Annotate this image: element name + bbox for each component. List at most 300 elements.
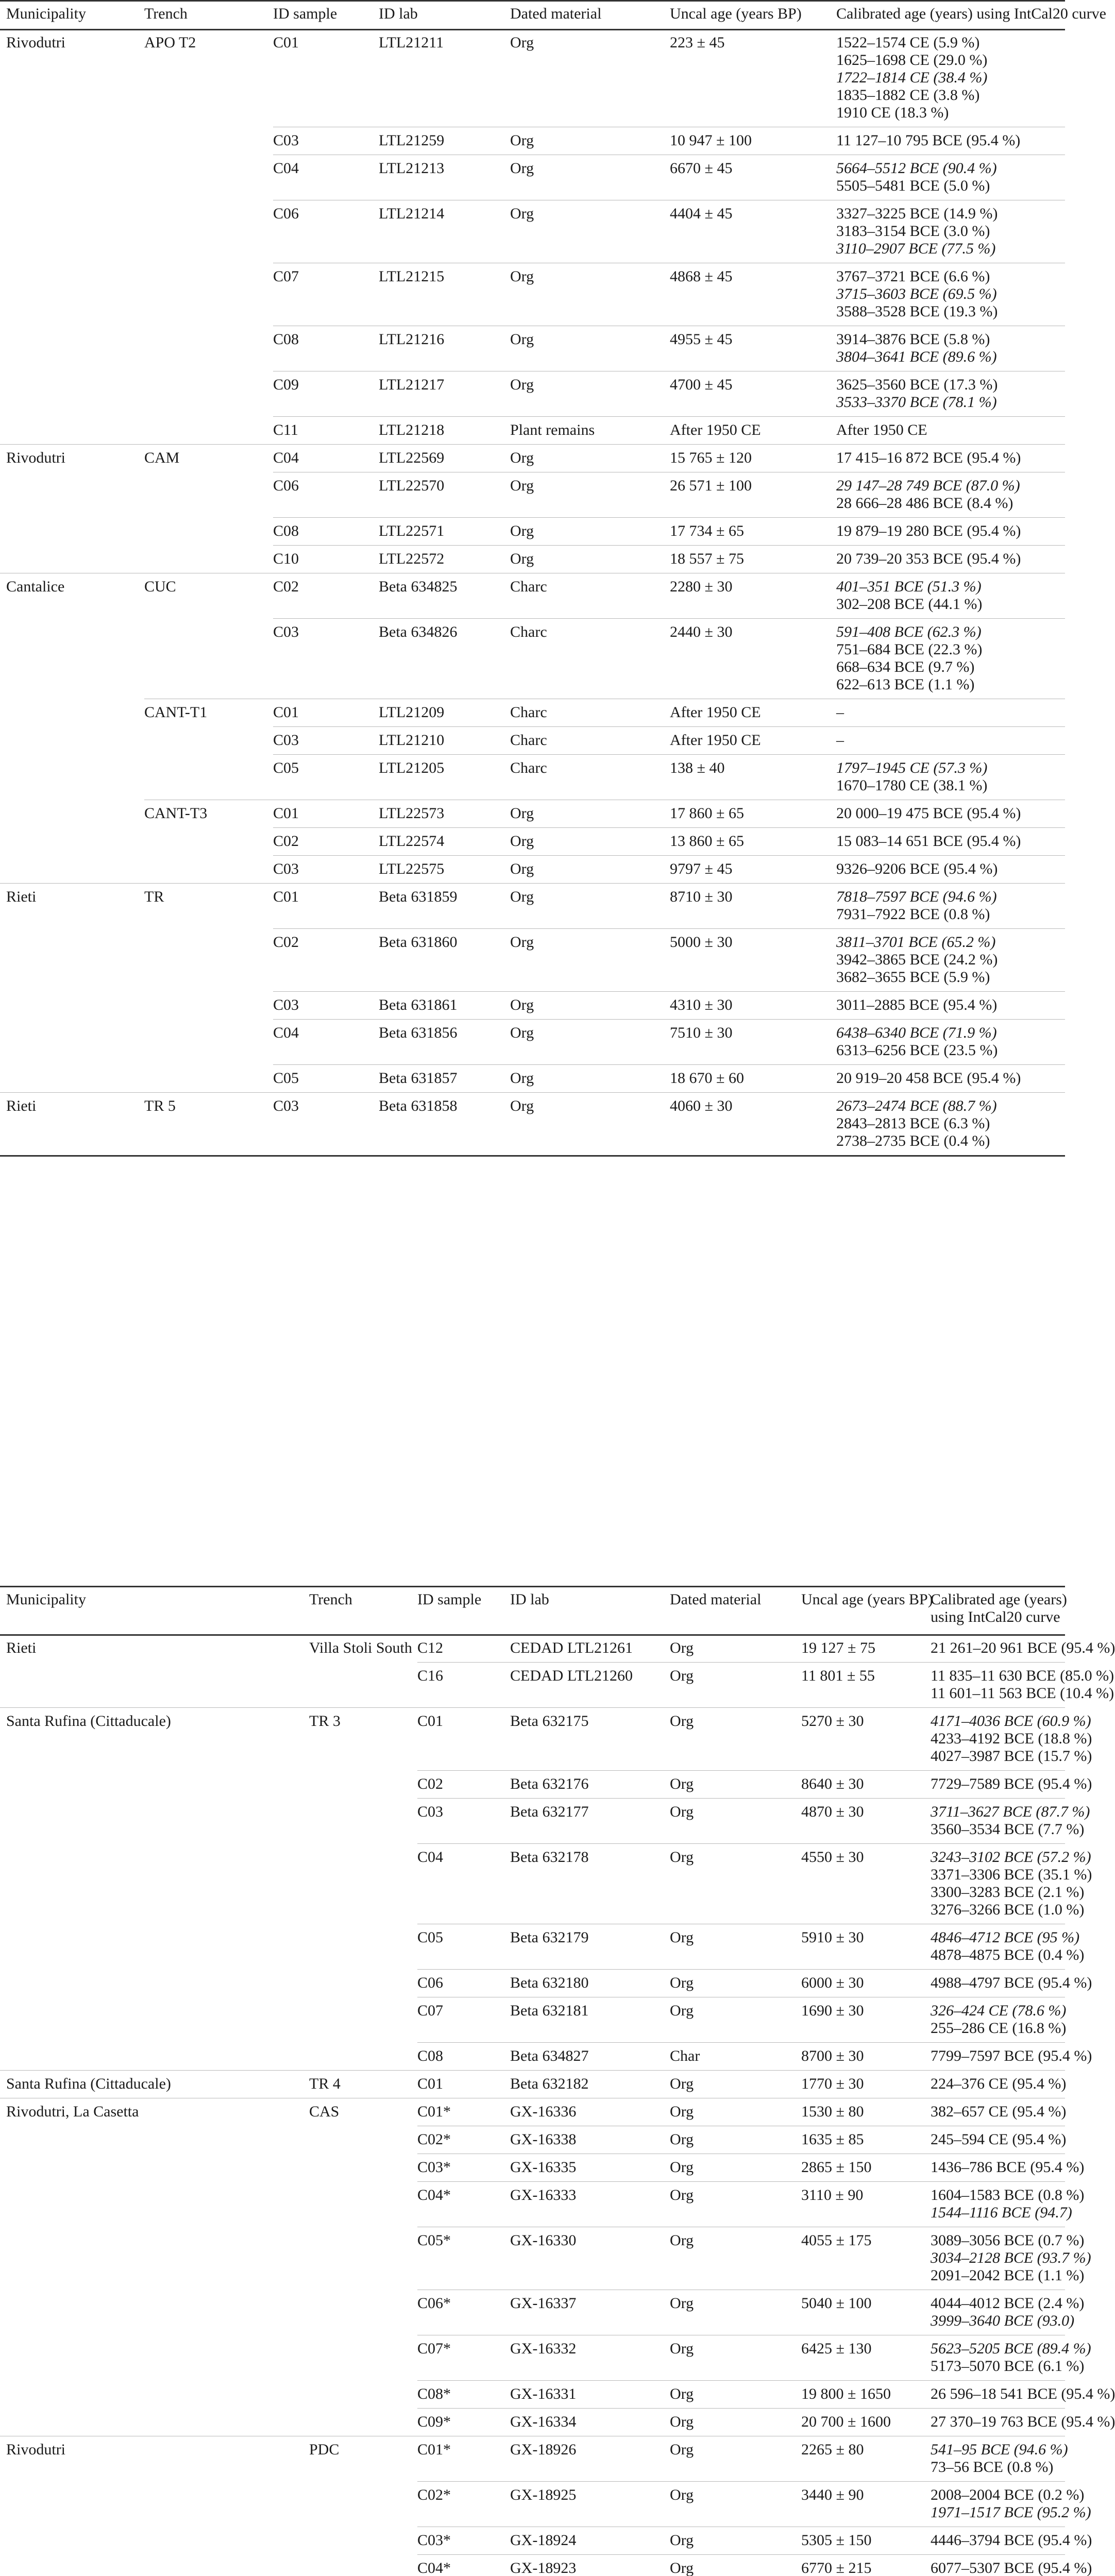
- uncal-age-cell: 5270 ± 30: [801, 1713, 864, 1730]
- id-lab-cell: LTL22569: [379, 449, 445, 466]
- table-row: [273, 326, 1065, 371]
- calibrated-age-line: 3533–3370 BCE (78.1 %): [836, 394, 997, 411]
- id-lab-cell: LTL21211: [379, 34, 444, 51]
- municipality-cell: Rieti: [6, 888, 37, 905]
- header-calibrated-age-line2: using IntCal20 curve: [931, 1608, 1060, 1625]
- calibrated-age-line: 19 879–19 280 BCE (95.4 %): [836, 522, 1021, 539]
- id-lab-cell: Beta 632177: [510, 1803, 589, 1820]
- id-lab-cell: LTL21216: [379, 331, 445, 348]
- table-row: [417, 2181, 1085, 2227]
- id-lab-cell: Beta 632179: [510, 1929, 589, 1946]
- dated-material-cell: Org: [510, 205, 534, 222]
- uncal-age-cell: 5910 ± 30: [801, 1929, 864, 1946]
- uncal-age-cell: 8640 ± 30: [801, 1775, 864, 1792]
- id-sample-cell: C05*: [417, 2232, 451, 2249]
- calibrated-age-line: 4233–4192 BCE (18.8 %): [931, 1730, 1092, 1747]
- table-row: [0, 2408, 1115, 2436]
- uncal-age-cell: 5040 ± 100: [801, 2295, 872, 2312]
- dated-material-cell: Org: [510, 1070, 534, 1087]
- table-row: [417, 2290, 1085, 2335]
- calibrated-age-line: 3711–3627 BCE (87.7 %): [931, 1803, 1090, 1820]
- dated-material-cell: Org: [510, 888, 534, 905]
- trench-cell: TR 5: [144, 1097, 176, 1114]
- calibrated-age-line: 1625–1698 CE (29.0 %): [836, 52, 988, 69]
- id-sample-cell: C03: [273, 732, 299, 749]
- id-sample-cell: C04: [273, 160, 299, 177]
- uncal-age-cell: 8700 ± 30: [801, 2047, 864, 2064]
- uncal-age-cell: 6425 ± 130: [801, 2340, 872, 2357]
- calibrated-age-line: 302–208 BCE (44.1 %): [836, 596, 983, 613]
- municipality-cell: Santa Rufina (Cittaducale): [6, 1713, 171, 1730]
- id-sample-cell: C08: [273, 331, 299, 348]
- id-sample-cell: C04: [417, 1849, 444, 1866]
- table-row: [6, 573, 1065, 619]
- dated-material-cell: Org: [670, 1929, 694, 1946]
- id-lab-cell: LTL21209: [379, 704, 445, 721]
- dated-material-cell: Org: [670, 1639, 694, 1656]
- uncal-age-cell: 2280 ± 30: [670, 578, 733, 595]
- trench-cell: TR 3: [309, 1713, 341, 1730]
- table-row: [417, 2227, 1091, 2290]
- trench-cell: CUC: [144, 578, 176, 595]
- id-sample-cell: C03: [273, 623, 299, 640]
- calibrated-age-line: 4446–3794 BCE (95.4 %): [931, 2532, 1092, 2549]
- dated-material-cell: Charc: [510, 623, 547, 640]
- table-row: [417, 2154, 1085, 2182]
- dated-material-cell: Org: [510, 805, 534, 822]
- table-row: [417, 2126, 1065, 2154]
- dated-material-cell: Org: [510, 1097, 534, 1114]
- uncal-age-cell: 7510 ± 30: [670, 1024, 733, 1041]
- table-row: [273, 472, 1065, 518]
- id-lab-cell: Beta 632181: [510, 2002, 589, 2019]
- uncal-age-cell: 15 765 ± 120: [670, 449, 752, 466]
- calibrated-age-line: 3914–3876 BCE (5.8 %): [836, 331, 990, 348]
- table-row: [0, 2070, 1065, 2098]
- id-lab-cell: Beta 632182: [510, 2075, 589, 2092]
- dated-material-cell: Org: [510, 996, 534, 1013]
- calibrated-age-line: 4878–4875 BCE (0.4 %): [931, 1946, 1085, 1963]
- calibrated-age-line: 6077–5307 BCE (95.4 %): [931, 2560, 1092, 2576]
- calibrated-age-line: 3625–3560 BCE (17.3 %): [836, 376, 998, 393]
- calibrated-age-line: 11 127–10 795 BCE (95.4 %): [836, 132, 1021, 149]
- id-lab-cell: Beta 632180: [510, 1974, 589, 1991]
- calibrated-age-line: 3371–3306 BCE (35.1 %): [931, 1866, 1092, 1883]
- municipality-cell: Rivodutri: [6, 34, 66, 51]
- dated-material-cell: Org: [670, 2103, 694, 2120]
- table-row: [417, 2380, 1115, 2409]
- calibrated-age-line: 3276–3266 BCE (1.0 %): [931, 1901, 1085, 1918]
- id-sample-cell: C02*: [417, 2131, 451, 2148]
- id-sample-cell: C01: [273, 805, 299, 822]
- dated-material-cell: Org: [670, 2486, 694, 2503]
- id-sample-cell: C02: [273, 934, 299, 951]
- id-lab-cell: GX-16330: [510, 2232, 577, 2249]
- id-sample-cell: C02: [273, 578, 299, 595]
- id-sample-cell: C03*: [417, 2532, 451, 2549]
- calibrated-age-line: 2008–2004 BCE (0.2 %): [931, 2486, 1085, 2503]
- header-dated-material: Dated material: [670, 1591, 762, 1608]
- table-row: [417, 2481, 1091, 2527]
- dated-material-cell: Org: [510, 160, 534, 177]
- trench-cell: Villa Stoli South: [309, 1639, 412, 1656]
- calibrated-age-line: –: [836, 732, 844, 749]
- calibrated-age-line: 9326–9206 BCE (95.4 %): [836, 860, 998, 877]
- id-lab-cell: GX-16331: [510, 2385, 577, 2402]
- header-id-sample: ID sample: [273, 5, 337, 22]
- calibrated-age-line: 3767–3721 BCE (6.6 %): [836, 268, 990, 285]
- dated-material-cell: Org: [670, 1974, 694, 1991]
- calibrated-age-line: 21 261–20 961 BCE (95.4 %): [931, 1639, 1115, 1656]
- id-sample-cell: C03: [273, 860, 299, 877]
- table-row: [273, 928, 1065, 992]
- calibrated-age-line: 3327–3225 BCE (14.9 %): [836, 205, 998, 222]
- table-row: [273, 200, 1065, 263]
- id-lab-cell: Beta 631859: [379, 888, 458, 905]
- id-lab-cell: Beta 632178: [510, 1849, 589, 1866]
- uncal-age-cell: 18 670 ± 60: [670, 1070, 744, 1087]
- uncal-age-cell: 138 ± 40: [670, 759, 725, 776]
- calibrated-age-line: 73–56 BCE (0.8 %): [931, 2459, 1054, 2476]
- calibrated-age-line: 5623–5205 BCE (89.4 %): [931, 2340, 1091, 2357]
- calibrated-age-line: 3811–3701 BCE (65.2 %): [836, 934, 996, 951]
- uncal-age-cell: 4955 ± 45: [670, 331, 733, 348]
- id-sample-cell: C02: [273, 833, 299, 850]
- dated-material-cell: Org: [670, 2159, 694, 2176]
- id-sample-cell: C11: [273, 421, 298, 438]
- table-row: [0, 416, 1065, 445]
- id-lab-cell: LTL21210: [379, 732, 445, 749]
- table-row: [417, 1997, 1065, 2043]
- municipality-cell: Rivodutri: [6, 449, 66, 466]
- id-lab-cell: LTL21213: [379, 160, 445, 177]
- calibrated-age-line: 4044–4012 BCE (2.4 %): [931, 2295, 1085, 2312]
- id-lab-cell: CEDAD LTL21260: [510, 1667, 633, 1684]
- id-lab-cell: Beta 631856: [379, 1024, 458, 1041]
- calibrated-age-line: 751–684 BCE (22.3 %): [836, 641, 983, 658]
- dated-material-cell: Org: [510, 449, 534, 466]
- id-sample-cell: C01: [273, 34, 299, 51]
- id-sample-cell: C09: [273, 376, 299, 393]
- table-row: [6, 883, 1065, 929]
- id-lab-cell: LTL21214: [379, 205, 445, 222]
- calibrated-age-line: 668–634 BCE (9.7 %): [836, 658, 975, 675]
- calibrated-age-line: 224–376 CE (95.4 %): [931, 2075, 1067, 2092]
- table-row: [273, 827, 1065, 856]
- uncal-age-cell: 20 700 ± 1600: [801, 2413, 891, 2430]
- id-lab-cell: CEDAD LTL21261: [510, 1639, 633, 1656]
- table-row: [144, 754, 1065, 800]
- calibrated-age-line: 326–424 CE (78.6 %): [931, 2002, 1067, 2019]
- calibrated-age-line: After 1950 CE: [836, 421, 927, 438]
- uncal-age-cell: 8710 ± 30: [670, 888, 733, 905]
- table-row: [6, 2436, 1068, 2482]
- id-sample-cell: C06: [273, 205, 299, 222]
- dated-material-cell: Org: [670, 2187, 694, 2204]
- calibrated-age-line: 541–95 BCE (94.6 %): [931, 2441, 1068, 2458]
- id-lab-cell: GX-16336: [510, 2103, 577, 2120]
- calibrated-age-line: 591–408 BCE (62.3 %): [836, 623, 982, 640]
- id-sample-cell: C06: [273, 477, 299, 494]
- id-lab-cell: LTL21205: [379, 759, 445, 776]
- calibrated-age-line: 2738–2735 BCE (0.4 %): [836, 1132, 990, 1149]
- calibrated-age-line: 3682–3655 BCE (5.9 %): [836, 969, 990, 986]
- calibrated-age-line: 3715–3603 BCE (69.5 %): [836, 285, 997, 302]
- dated-material-cell: Org: [670, 2385, 694, 2402]
- dated-material-cell: Org: [670, 2340, 694, 2357]
- calibrated-age-line: 2843–2813 BCE (6.3 %): [836, 1115, 990, 1132]
- trench-cell: PDC: [309, 2441, 340, 2458]
- header-uncal-age: Uncal age (years BP): [801, 1591, 933, 1608]
- uncal-age-cell: 5000 ± 30: [670, 934, 733, 951]
- calibrated-age-line: 622–613 BCE (1.1 %): [836, 676, 975, 693]
- table-row: [417, 1969, 1092, 1997]
- header-municipality: Municipality: [6, 5, 86, 22]
- calibrated-age-line: 1522–1574 CE (5.9 %): [836, 34, 980, 51]
- id-lab-cell: LTL22575: [379, 860, 445, 877]
- table-row: [0, 1064, 1065, 1093]
- calibrated-age-line: 1722–1814 CE (38.4 %): [836, 69, 988, 86]
- table-row: [417, 1924, 1085, 1970]
- id-lab-cell: Beta 631857: [379, 1070, 458, 1087]
- calibrated-age-line: 4846–4712 BCE (95 %): [931, 1929, 1080, 1946]
- id-sample-cell: C04*: [417, 2560, 451, 2576]
- calibrated-age-line: 11 601–11 563 BCE (10.4 %): [931, 1685, 1114, 1702]
- calibrated-age-line: 1670–1780 CE (38.1 %): [836, 777, 988, 794]
- table-row: [273, 991, 1065, 1020]
- id-sample-cell: C02*: [417, 2486, 451, 2503]
- calibrated-age-line: 29 147–28 749 BCE (87.0 %): [836, 477, 1020, 494]
- id-lab-cell: LTL22571: [379, 522, 445, 539]
- dated-material-cell: Org: [510, 34, 534, 51]
- table-header-row: [0, 1586, 1065, 1636]
- trench-cell: TR: [144, 888, 164, 905]
- calibrated-age-line: 1544–1116 BCE (94.7): [931, 2204, 1072, 2221]
- header-municipality: Municipality: [6, 1591, 86, 1608]
- dated-material-cell: Org: [670, 1713, 694, 1730]
- calibrated-age-line: 2091–2042 BCE (1.1 %): [931, 2267, 1085, 2284]
- id-sample-cell: C05: [273, 1070, 299, 1087]
- header-id-lab: ID lab: [379, 5, 418, 22]
- id-lab-cell: LTL21218: [379, 421, 445, 438]
- id-lab-cell: GX-16333: [510, 2187, 577, 2204]
- id-sample-cell: C03: [273, 996, 299, 1013]
- calibrated-age-line: 6438–6340 BCE (71.9 %): [836, 1024, 997, 1041]
- calibrated-age-line: 7931–7922 BCE (0.8 %): [836, 906, 990, 923]
- id-sample-cell: C02: [417, 1775, 444, 1792]
- id-lab-cell: Beta 631861: [379, 996, 458, 1013]
- uncal-age-cell: 4060 ± 30: [670, 1097, 733, 1114]
- id-sample-cell: C08*: [417, 2385, 451, 2402]
- header-calibrated-age: Calibrated age (years): [931, 1591, 1067, 1608]
- uncal-age-cell: 4870 ± 30: [801, 1803, 864, 1820]
- id-sample-cell: C09*: [417, 2413, 451, 2430]
- dated-material-cell: Org: [670, 2232, 694, 2249]
- id-sample-cell: C01*: [417, 2441, 451, 2458]
- uncal-age-cell: 19 800 ± 1650: [801, 2385, 891, 2402]
- trench-cell: CANT-T3: [144, 805, 208, 822]
- header-trench: Trench: [309, 1591, 352, 1608]
- id-lab-cell: Beta 634825: [379, 578, 458, 595]
- uncal-age-cell: 6770 ± 215: [801, 2560, 872, 2576]
- calibrated-age-line: 3089–3056 BCE (0.7 %): [931, 2232, 1085, 2249]
- calibrated-age-line: 3183–3154 BCE (3.0 %): [836, 223, 990, 240]
- uncal-age-cell: 2440 ± 30: [670, 623, 733, 640]
- id-lab-cell: Beta 631860: [379, 934, 458, 951]
- calibrated-age-line: 1971–1517 BCE (95.2 %): [931, 2504, 1091, 2521]
- calibrated-age-line: 3034–2128 BCE (93.7 %): [931, 2249, 1091, 2266]
- id-sample-cell: C01: [273, 888, 299, 905]
- municipality-cell: Rieti: [6, 1639, 37, 1656]
- calibrated-age-line: 401–351 BCE (51.3 %): [836, 578, 982, 595]
- id-lab-cell: LTL21259: [379, 132, 445, 149]
- id-sample-cell: C08: [273, 522, 299, 539]
- dated-material-cell: Charc: [510, 759, 547, 776]
- dated-material-cell: Org: [670, 2131, 694, 2148]
- calibrated-age-line: 15 083–14 651 BCE (95.4 %): [836, 833, 1021, 850]
- calibrated-age-line: 4027–3987 BCE (15.7 %): [931, 1748, 1092, 1765]
- calibrated-age-line: 5505–5481 BCE (5.0 %): [836, 177, 990, 194]
- dated-material-cell: Org: [670, 1849, 694, 1866]
- id-lab-cell: Beta 634827: [510, 2047, 589, 2064]
- id-sample-cell: C01: [417, 1713, 444, 1730]
- dated-material-cell: Org: [510, 833, 534, 850]
- table-row: [6, 29, 1065, 127]
- id-sample-cell: C03: [417, 1803, 444, 1820]
- calibrated-age-line: 6313–6256 BCE (23.5 %): [836, 1042, 998, 1059]
- calibrated-age-line: 5173–5070 BCE (6.1 %): [931, 2358, 1085, 2375]
- uncal-age-cell: 2865 ± 150: [801, 2159, 872, 2176]
- uncal-age-cell: After 1950 CE: [670, 421, 761, 438]
- trench-cell: CANT-T1: [144, 704, 208, 721]
- uncal-age-cell: 1635 ± 85: [801, 2131, 864, 2148]
- id-sample-cell: C06: [417, 1974, 444, 1991]
- calibrated-age-line: 2673–2474 BCE (88.7 %): [836, 1097, 997, 1114]
- calibrated-age-line: 27 370–19 763 BCE (95.4 %): [931, 2413, 1115, 2430]
- dated-material-cell: Org: [510, 934, 534, 951]
- id-lab-cell: LTL22573: [379, 805, 445, 822]
- id-sample-cell: C04*: [417, 2187, 451, 2204]
- dated-material-cell: Org: [670, 1803, 694, 1820]
- table-row: [144, 699, 1065, 727]
- municipality-cell: Rieti: [6, 1097, 37, 1114]
- municipality-cell: Rivodutri: [6, 2441, 66, 2458]
- dated-material-cell: Org: [510, 860, 534, 877]
- calibrated-age-line: 3942–3865 BCE (24.2 %): [836, 951, 998, 968]
- id-lab-cell: GX-16338: [510, 2131, 577, 2148]
- table-row: [417, 2527, 1092, 2555]
- header-calibrated-age: Calibrated age (years) using IntCal20 curve: [836, 5, 1106, 22]
- id-lab-cell: Beta 632176: [510, 1775, 589, 1792]
- id-sample-cell: C01: [417, 2075, 444, 2092]
- uncal-age-cell: 1530 ± 80: [801, 2103, 864, 2120]
- calibrated-age-line: 3560–3534 BCE (7.7 %): [931, 1821, 1085, 1838]
- table-row: [6, 444, 1065, 472]
- table-row: [144, 618, 1065, 699]
- header-id-sample: ID sample: [417, 1591, 482, 1608]
- table-row: [417, 1798, 1090, 1844]
- calibrated-age-line: 3999–3640 BCE (93.0): [931, 2312, 1075, 2329]
- table-row: [144, 800, 1065, 828]
- uncal-age-cell: 5305 ± 150: [801, 2532, 872, 2549]
- dated-material-cell: Org: [510, 477, 534, 494]
- id-sample-cell: C10: [273, 550, 299, 567]
- calibrated-age-line: 1436–786 BCE (95.4 %): [931, 2159, 1085, 2176]
- table-row: [0, 1662, 1114, 1708]
- table-row: [273, 726, 1065, 755]
- id-sample-cell: C06*: [417, 2295, 451, 2312]
- id-lab-cell: LTL21217: [379, 376, 445, 393]
- id-sample-cell: C16: [417, 1667, 444, 1684]
- calibrated-age-line: 7818–7597 BCE (94.6 %): [836, 888, 997, 905]
- uncal-age-cell: After 1950 CE: [670, 732, 761, 749]
- table-row: [417, 1770, 1092, 1799]
- id-sample-cell: C03*: [417, 2159, 451, 2176]
- uncal-age-cell: 6670 ± 45: [670, 160, 733, 177]
- table-row: [0, 545, 1065, 573]
- dated-material-cell: Org: [510, 132, 534, 149]
- id-sample-cell: C08: [417, 2047, 444, 2064]
- dated-material-cell: Plant remains: [510, 421, 595, 438]
- dated-material-cell: Org: [670, 2441, 694, 2458]
- id-sample-cell: C01: [273, 704, 299, 721]
- uncal-age-cell: 13 860 ± 65: [670, 833, 744, 850]
- uncal-age-cell: 2265 ± 80: [801, 2441, 864, 2458]
- trench-cell: CAS: [309, 2103, 340, 2120]
- id-lab-cell: Beta 634826: [379, 623, 458, 640]
- id-lab-cell: LTL22574: [379, 833, 445, 850]
- calibrated-age-line: 1910 CE (18.3 %): [836, 104, 949, 121]
- municipality-cell: Cantalice: [6, 578, 65, 595]
- uncal-age-cell: 11 801 ± 55: [801, 1667, 875, 1684]
- trench-cell: TR 4: [309, 2075, 341, 2092]
- uncal-age-cell: 4310 ± 30: [670, 996, 733, 1013]
- municipality-cell: Santa Rufina (Cittaducale): [6, 2075, 171, 2092]
- uncal-age-cell: 4868 ± 45: [670, 268, 733, 285]
- dated-material-cell: Org: [510, 268, 534, 285]
- id-lab-cell: GX-18924: [510, 2532, 577, 2549]
- uncal-age-cell: 6000 ± 30: [801, 1974, 864, 1991]
- uncal-age-cell: 4550 ± 30: [801, 1849, 864, 1866]
- id-lab-cell: GX-18925: [510, 2486, 577, 2503]
- dated-material-cell: Org: [510, 1024, 534, 1041]
- id-lab-cell: LTL22570: [379, 477, 445, 494]
- table-row: [273, 1019, 1065, 1065]
- table-row: [273, 371, 1065, 417]
- calibrated-age-line: 5664–5512 BCE (90.4 %): [836, 160, 997, 177]
- calibrated-age-line: 20 739–20 353 BCE (95.4 %): [836, 550, 1021, 567]
- uncal-age-cell: 223 ± 45: [670, 34, 725, 51]
- table-row: [417, 2335, 1091, 2381]
- calibrated-age-line: 28 666–28 486 BCE (8.4 %): [836, 495, 1013, 512]
- uncal-age-cell: 17 860 ± 65: [670, 805, 744, 822]
- uncal-age-cell: 17 734 ± 65: [670, 522, 744, 539]
- calibrated-age-line: 3588–3528 BCE (19.3 %): [836, 303, 998, 320]
- calibrated-age-line: 4988–4797 BCE (95.4 %): [931, 1974, 1092, 1991]
- header-dated-material: Dated material: [510, 5, 602, 22]
- id-lab-cell: GX-18926: [510, 2441, 577, 2458]
- calibrated-age-line: 7729–7589 BCE (95.4 %): [931, 1775, 1092, 1792]
- dated-material-cell: Org: [510, 376, 534, 393]
- id-lab-cell: GX-16332: [510, 2340, 577, 2357]
- table-row: [6, 2098, 1067, 2126]
- id-sample-cell: C04: [273, 1024, 299, 1041]
- trench-cell: CAM: [144, 449, 180, 466]
- calibrated-age-line: 3804–3641 BCE (89.6 %): [836, 348, 997, 365]
- calibrated-age-line: 1797–1945 CE (57.3 %): [836, 759, 988, 776]
- header-uncal-age: Uncal age (years BP): [670, 5, 802, 22]
- dated-material-cell: Org: [510, 522, 534, 539]
